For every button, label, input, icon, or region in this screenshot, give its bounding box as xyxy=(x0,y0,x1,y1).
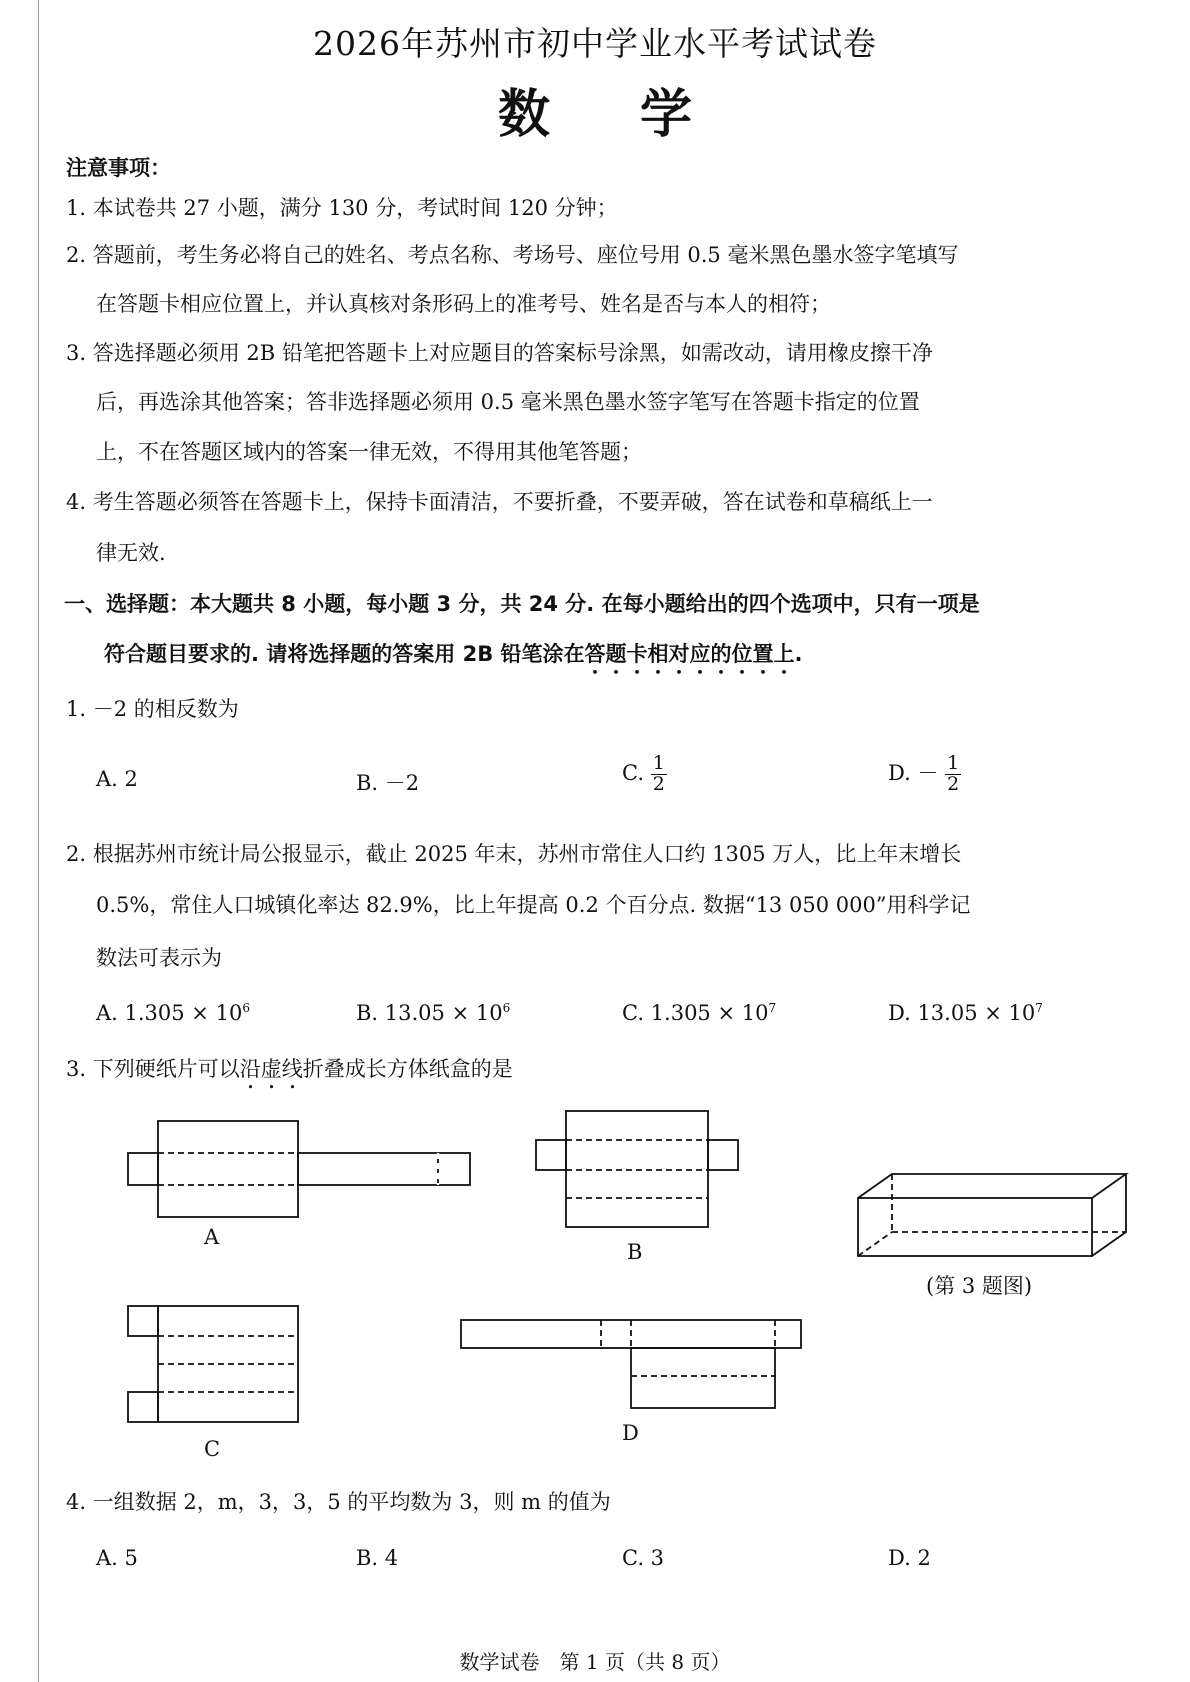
q4-option-a: A. 5 xyxy=(96,1546,138,1570)
subject-title: 数学 xyxy=(497,85,782,145)
emphasis-text: 答题卡相对应的位置上 xyxy=(584,642,795,666)
fraction: $\frac{1}{2}$ xyxy=(652,752,665,795)
question-2-stem: 0.5%，常住人口城镇化率达 82.9%，比上年提高 0.2 个百分点. 数据“13 050 000”用科学记 xyxy=(96,893,971,917)
figure-label-a: A xyxy=(204,1225,220,1249)
emphasis-text: 沿虚线 xyxy=(239,1057,303,1081)
exam-title: 2026年苏州市初中学业水平考试试卷 xyxy=(313,24,877,63)
figure-label-c: C xyxy=(204,1437,221,1461)
notice-heading: 注意事项： xyxy=(66,156,171,180)
figure-label-d: D xyxy=(622,1421,639,1445)
net-a-diagram xyxy=(128,1121,470,1217)
notice-item: 3. 答选择题必须用 2B 铅笔把答题卡上对应题目的答案标号涂黑，如需改动，请用橡皮擦干净 xyxy=(66,341,933,365)
section-heading: 一、选择题：本大题共 8 小题，每小题 3 分，共 24 分. 在每小题给出的四个选项中，只有一项是 xyxy=(64,592,980,616)
section-heading-cont: 符合题目要求的. 请将选择题的答案用 2B 铅笔涂在答题卡相对应的位置上. xyxy=(104,642,803,666)
notice-item: 4. 考生答题必须答在答题卡上，保持卡面清洁，不要折叠，不要弄破，答在试卷和草稿纸上一 xyxy=(66,490,933,514)
cuboid-diagram xyxy=(858,1174,1126,1256)
q1-option-b: B. －2 xyxy=(356,771,420,795)
net-d-diagram xyxy=(461,1320,801,1408)
notice-item: 后，再选涂其他答案；答非选择题必须用 0.5 毫米黑色墨水签字笔写在答题卡指定的位置 xyxy=(96,390,920,414)
q2-option-b: B. $13.05 \times 10^6$ xyxy=(356,1001,511,1025)
q4-option-c: C. 3 xyxy=(622,1546,665,1570)
q4-option-d: D. 2 xyxy=(888,1546,931,1570)
net-b-diagram xyxy=(536,1111,738,1227)
question-4-stem: 4. 一组数据 2，m，3，3，5 的平均数为 3，则 m 的值为 xyxy=(66,1490,611,1514)
q2-option-c: C. $1.305 \times 10^7$ xyxy=(622,1001,777,1025)
question-2-stem: 2. 根据苏州市统计局公报显示，截止 2025 年末，苏州市常住人口约 1305 万人，比上年末增长 xyxy=(66,842,962,866)
question-2-stem: 数法可表示为 xyxy=(96,946,222,970)
q1-option-c: C. $\frac{1}{2}$ xyxy=(622,752,665,795)
q4-option-b: B. 4 xyxy=(356,1546,399,1570)
question-3-stem: 3. 下列硬纸片可以沿虚线折叠成长方体纸盒的是 xyxy=(66,1057,513,1081)
fraction: $\frac{1}{2}$ xyxy=(947,752,960,795)
q2-option-a: A. $1.305 \times 10^6$ xyxy=(96,1001,250,1025)
net-c-diagram xyxy=(128,1306,298,1422)
figure-label-b: B xyxy=(627,1240,643,1264)
q1-option-a: A. 2 xyxy=(96,767,138,791)
q1-option-d: D. － $\frac{1}{2}$ xyxy=(888,752,960,795)
figure-caption: (第 3 题图) xyxy=(926,1274,1033,1298)
question-1-stem: 1. －2 的相反数为 xyxy=(66,697,239,721)
notice-item: 律无效. xyxy=(96,541,166,565)
notice-item: 在答题卡相应位置上，并认真核对条形码上的准考号、姓名是否与本人的相符； xyxy=(96,292,831,316)
notice-item: 2. 答题前，考生务必将自己的姓名、考点名称、考场号、座位号用 0.5 毫米黑色墨水签字笔填写 xyxy=(66,243,959,267)
notice-item: 上，不在答题区域内的答案一律无效，不得用其他笔答题； xyxy=(96,440,642,464)
q2-option-d: D. $13.05 \times 10^7$ xyxy=(888,1001,1043,1025)
page-footer: 数学试卷 第 1 页（共 8 页） xyxy=(459,1650,731,1674)
notice-item: 1. 本试卷共 27 小题，满分 130 分，考试时间 120 分钟； xyxy=(66,196,618,220)
